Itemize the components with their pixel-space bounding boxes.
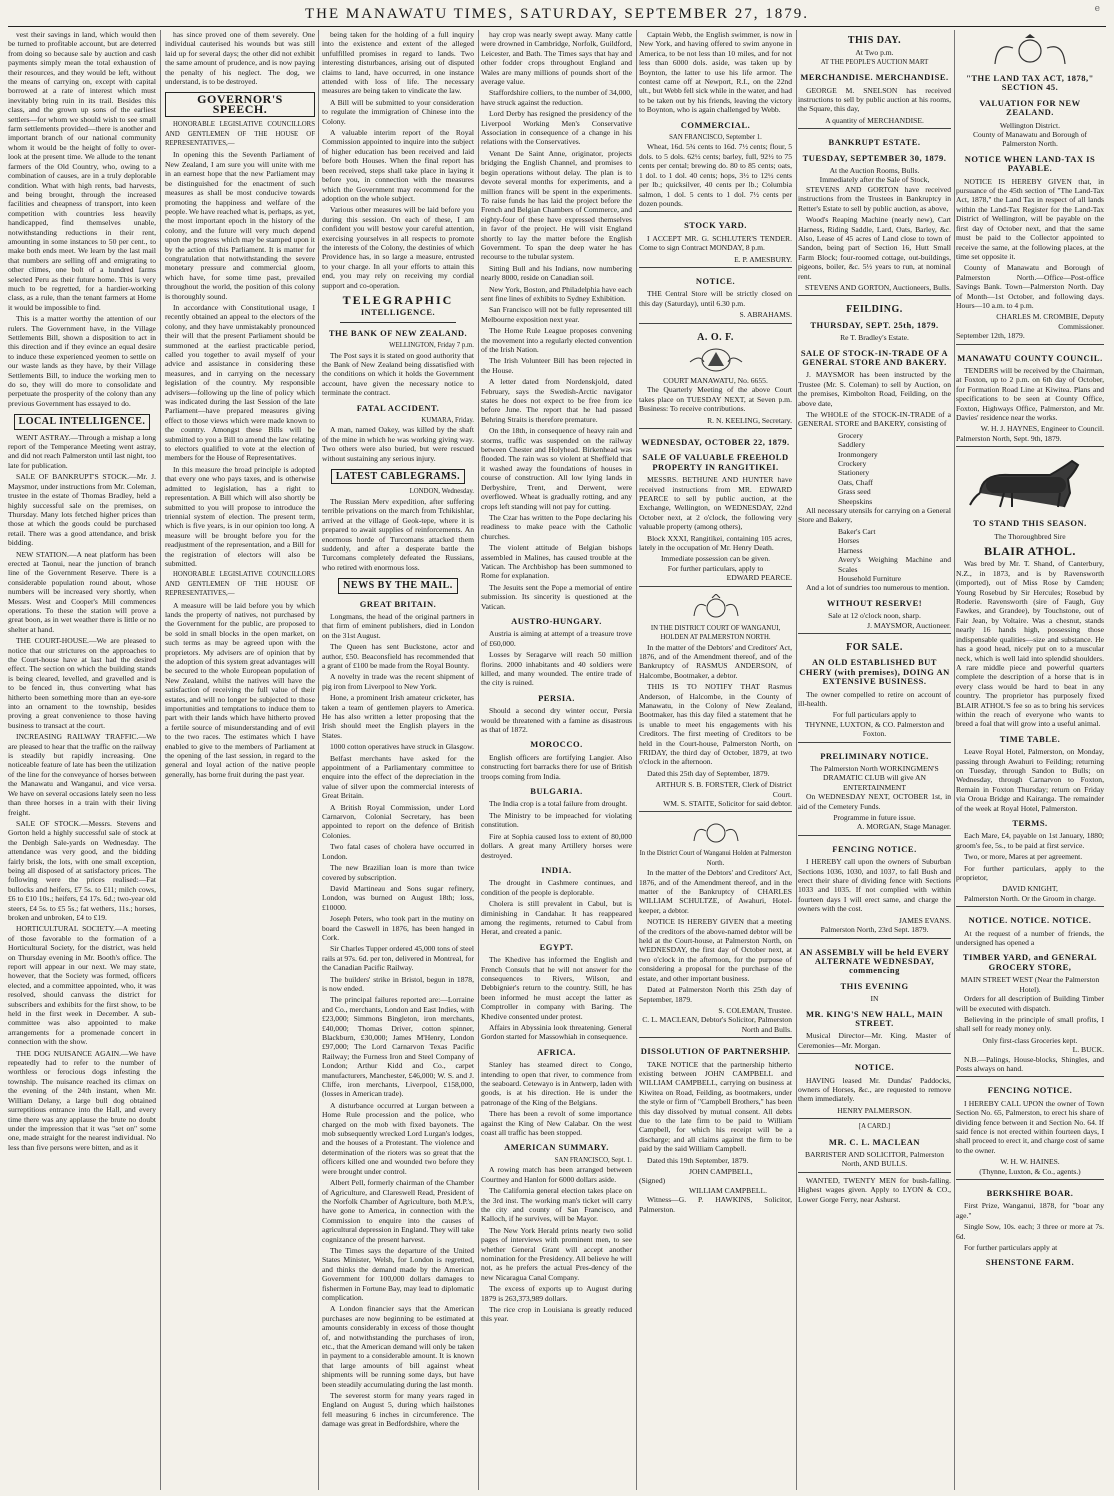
list-item: Crockery: [838, 459, 867, 469]
ad-text: I HEREBY CALL UPON the owner of Town Section No. 65, Palmerston, to erect his share of dividing fence between it and Section No. 64. If said fence is not erected within fourteen days, I shall proceed to erect it, and charge cost of same to the owner.: [956, 1098, 1104, 1155]
news-item: Longmans, the head of the original partners in that firm of eminent publishers, died in London on the 31st August.: [322, 611, 474, 640]
news-item: The principal failures reported are:—Lorraine and Co., merchants, London and East Indies, with £23,000; Simmons Bingleton, iron merchants, £40,000; Thomas Driver, cotton spinner, Blackburn, £30,000; James M'Henry, London £97,000; The Lord Carnarvon Texas Pacific Railway; the Furness Iron and Steel Company of London; Arthur Kidd and Co., carpet manufacturers, Manchester, £46,000; W. S. and J. Cliffe, iron merchants, Liverpool, £158,000, (losses in American trade).: [322, 995, 474, 1099]
ad-text: AT THE PEOPLE'S AUCTION MART: [820, 58, 929, 66]
news-item: The new Brazilian loan is more than twice covered by subscription.: [322, 863, 474, 882]
news-item: The Khedive has informed the English and French Consuls that he will not answer for the consequences to Rivers, Wilson, and Debbignier's return to the country. Still, he has been informed he must accept the latter as Comptroller in company with Baring. The Khedive consented under protest.: [481, 955, 632, 1021]
ad-heading: TUESDAY, SEPTEMBER 30, 1879.: [802, 152, 947, 163]
news-item: A rowing match has been arranged between Courtney and Hanlon for 6000 dollars aside.: [481, 1165, 632, 1184]
column-2: [165, 30, 315, 1490]
article-paragraph: has since proved one of them severely. One individual cauterised his wounds but was still laid up for several days; the other did not exhibit the same amount of prudence, and is now paying the penalty of his neglect. The dog, we understand, is to be destroyed.: [165, 30, 315, 87]
ad-text: Was bred by Mr. T. Shand, of Canterbury, N.Z., in 1873, and is by Ravensworth (imported), out of Miss Rose by Camden; Young Rosebud by Sir Hercules; Rosebud by Roderie. Ravensworth (sire of Faugh, Guy Fawkes, and Grandee), by Touchstone, out of Fair Jean, by Voltaire. Was a chesnut, stands nearly 16 hands high, possessing those indispensable qualities—size and substance. He has a good head, nicely put on to a muscular neck, which is well laid into splendid shoulders. A rare middle piece and powerful quarters complete the description of a horse that is in every class would be hard to beat in any country. The proprietor has purposely fixed BLAIR ATHOL'S fee so as to bring his services within the reach of everyone who wants to breed a foal that will grow into a useful animal.: [956, 559, 1104, 729]
ad-text: Believing in the principle of small profits, I shall sell for ready money only.: [956, 1014, 1104, 1034]
ad-heading: NOTICE. NOTICE. NOTICE.: [968, 915, 1092, 926]
news-item: Captain Webb, the English swimmer, is now in New York, and having offered to swim anyone in America, to be not less than 10 miles, and for not less than 6000 dols. aside, was taken up by Boynton, the latter to use his life armor. The contest came off at Newport, R.I., on the 22nd ult., but Webb fell sick while in the water, and had to be taken out by his friends, leaving the victory to Boynton, who is again challenged by Webb.: [639, 30, 792, 115]
news-item: The excess of exports up to August during 1879 is 263,373,989 dollars.: [481, 1284, 632, 1303]
news-item: THE DOG NUISANCE AGAIN.—We have repeatedly had to refer to the number of worthless or ferocious dogs infesting the township. The nuisance reached its climax on the evening of the 24th instant, when Mr. William Delany, a large bull dog obtained surreptitious entrance into the Hall, and every time there was any applause the brute no doubt under the impression that it was "set on" some one, made straight for the nearest individual. No less than five persons were bitten, and as it: [8, 1048, 156, 1152]
ad-heading: SALE OF VALUABLE FREEHOLD PROPERTY IN RANGITIKEI.: [642, 452, 789, 472]
timber-yard-ad: [956, 906, 1104, 1073]
page-number: e: [1094, 4, 1100, 14]
ad-text: The Quarterly Meeting of the above Court takes place on TUESDAY NEXT, at Seven p.m. Business: To receive contributions.: [639, 385, 792, 414]
ad-text: MAIN STREET WEST (Near the Palmerston Hotel).: [960, 975, 1100, 994]
column-3: [322, 30, 474, 1490]
dissolution-ad: [639, 1037, 792, 1214]
masthead-rule: [8, 26, 1106, 27]
column-7: [956, 30, 1104, 1490]
aof-letters: A. O. F.: [697, 331, 734, 343]
news-item: David Martineau and Sons sugar refinery, London, was burned on August 18th; loss, £10000.: [322, 883, 474, 912]
for-sale-ad: [798, 633, 951, 739]
news-item: Austria is aiming at attempt of a treasure trove of £60,000.: [481, 629, 632, 648]
salutation: HONORABLE LEGISLATIVE COUNCILLORS AND GENTLEMEN OF THE HOUSE OF REPRESENTATIVES,—: [165, 121, 315, 148]
fencing-notice-2: [956, 1076, 1104, 1176]
court-heading: IN THE DISTRICT COURT OF WANGANUI, HOLDEN AT PALMERSTON NORTH.: [650, 624, 781, 642]
news-item: Albert Pell, formerly chairman of the Chamber of Agriculture, and Clareswell Read, President of the Norfolk Chamber of Agriculture, both M.P.'s, have gone to America, in connection with the Commission to enquire into the causes of agricultural depression in England. They will take cognizance of the present harvest.: [322, 1178, 474, 1244]
news-item: Joseph Peters, who took part in the mutiny on board the Caswell in 1876, has been hanged in Cork.: [322, 914, 474, 942]
dateline: WELLINGTON, Friday 7 p.m.: [389, 342, 474, 350]
ad-heading: MERCHANDISE. MERCHANDISE.: [800, 72, 949, 83]
ad-heading: WEDNESDAY, OCTOBER 22, 1879.: [641, 437, 790, 447]
ad-heading: BLAIR ATHOL.: [984, 544, 1076, 559]
ad-text: Block XXXI, Rangitikei, containing 105 acres, lately in the occupation of Mr. Henry Death.: [639, 533, 792, 553]
berkshire-boar-ad: [956, 1179, 1104, 1268]
fatal-accident-heading: FATAL ACCIDENT.: [356, 402, 440, 413]
news-item: There has been a revolt of some importance against the King of New Calabar. On the west coast all traffic has been stopped.: [481, 1109, 632, 1138]
ad-heading: SHENSTONE FARM.: [985, 1257, 1075, 1268]
ad-text: GEORGE M. SNELSON has received instructions to sell by public auction at his rooms, the Square, this day,: [798, 85, 951, 114]
horse-illustration-icon: [960, 453, 1100, 513]
ad-text: The WHOLE of the STOCK-IN-TRADE of a GENERAL STORE and BAKERY, consisting of: [798, 410, 951, 429]
cablegrams-heading: LATEST CABLEGRAMS.: [322, 469, 474, 484]
ad-text: County of Manawatu and Borough of Palmerston North.—Office—Post-office Savings Bank. Town—Palmerston North. Day of Month—1st October, and following days. Hours—10 a.m. to 4 p.m.: [956, 263, 1104, 310]
ad-text: N.B.—Palings, House-blocks, Shingles, and Posts always on hand.: [956, 1054, 1104, 1073]
ad-text: I ACCEPT MR. G. SCHLUTER'S TENDER. Come to sign Contract MONDAY, 8 p.m.: [639, 233, 792, 253]
news-item: A novelty in trade was the recent shipment of pig iron from Liverpool to New York.: [322, 672, 474, 691]
news-item: San Francisco will not be fully represented till Melbourne exposition next year.: [481, 305, 632, 324]
ad-text: I HEREBY call upon the owners of Suburban Sections 1036, 1030, and 1037, to fall Bush and erect their share of dividing fence with Sections 1033 and 1035. If not complied with within fourteen days I will erect same, and charge the owners with the cost.: [798, 857, 951, 914]
ad-text: Leave Royal Hotel, Palmerston, on Monday, passing through Awahuri to Feilding; returning on Tuesday, through Sandon to Bulls; on Wednesday, through Carnarvon to Foxton, Remain in Foxton Thursday; return on Friday via Oroua Bridge and Kairanga. The remainder of the week at Royal Hotel, Palmerston.: [956, 747, 1104, 813]
ad-text: The owner compelled to retire on account of ill-health.: [798, 689, 951, 708]
freehold-sale-ad: [639, 428, 792, 583]
column-4: [481, 30, 632, 1490]
news-item: English officers are fortifying Langier. Also constructing fort barracks there for use of British troops coming from India.: [481, 752, 632, 781]
news-item: Sitting Bull and his Indians, now numbering nearly 8000, reside on Canadian soil.: [481, 263, 632, 283]
ad-text: STEVENS AND GORTON have received instructions from the Trustees in Bankruptcy in Retter's Estate to sell by public auction, as above,: [798, 184, 951, 213]
aof-ad: [639, 323, 792, 425]
ad-signature: ARTHUR S. B. FORSTER, Clerk of District Court.: [655, 780, 792, 799]
ad-text: Dated this 19th September, 1879.: [647, 1155, 749, 1165]
ad-text: Palmerston North, Sept. 9th, 1879.: [956, 433, 1062, 443]
news-item: On the 18th, in consequence of heavy rain and storms, traffic was suspended on the railway between Chester and Holyhead. Birkenhead was flooded. The rain was so violent at Sheffield that it washed away the foundations of houses in course of construction. All low lying lands in Derbyshire, Trent, and Derwent, were overflowed. Wheat is gradually rotting, and any crops left standing will not pay for cutting.: [481, 426, 632, 511]
news-item: Fire at Sophia caused loss to extent of 80,000 dollars. A great many Artillery horses were destroyed.: [481, 831, 632, 860]
central-store-notice: [639, 267, 792, 320]
article-paragraph: This is a matter worthy the attention of our rulers. The Government have, in the Village Settlements Bill, shown a disposition to act in this direction and if they evince an equal desire to induce these experienced yeomen to settle on our waste lands as they have, by their Village Settlements Bill, to induce the working men to do so, they will do more to consolidate and perpetuate the prosperity of the colony than any previous Government has essayed to do.: [8, 314, 156, 408]
africa-heading: AFRICA.: [537, 1046, 576, 1057]
news-item: A man, named Oakey, was killed by the shaft of the mine in which he was working giving way. Two others were also buried, but were rescued without sustaining any serious injury.: [322, 425, 474, 463]
dateline: KUMARA, Friday.: [421, 417, 474, 425]
ad-heading: THIS DAY.: [847, 35, 902, 46]
ad-text: Palmerston North, 23rd Sept. 1879.: [820, 925, 929, 935]
ad-signature: STEVENS AND GORTON, Auctioneers, Bulls.: [804, 282, 951, 292]
news-item: The Queen has sent Buckstone, actor and author, £50. Beaconsfield has recommended that a grant of £100 be made from the Royal Bounty.: [322, 642, 474, 670]
news-item: Staffordshire colliers, to the number of 34,000, have struck against the reduction.: [481, 88, 632, 107]
ad-heading: MR. KING'S NEW HALL, MAIN STREET.: [805, 1008, 944, 1028]
news-item: hay crop was nearly swept away. Many cattle were drowned in Cambridge, Norfolk, Guildford, Leicester, and Bath. The Times says that hay and other fodder crops throughout England and Wales are many millions of pounds short of the average value.: [481, 30, 632, 87]
ad-text: In the matter of the Debtors' and Creditors' Act, 1876, and of the Amendment thereof, and in the matter of the Bankruptcy of CHARLES WILLIAM SCHULTZE, of Awahuri, Hotel-keeper, a debtor.: [639, 868, 792, 915]
ad-text: For further particulars apply at: [964, 1243, 1058, 1253]
list-item: Oats, Chaff: [838, 477, 873, 487]
ad-signature: L. BUCK.: [1072, 1045, 1104, 1055]
ad-signature: E. P. AMESBURY.: [734, 254, 792, 264]
ad-text: Witness—G. P. HAWKINS, Solicitor, Palmerston.: [639, 1195, 792, 1214]
speech-paragraph: Various other measures will be laid before you during this session. On each of these, I am confident you will bestow your careful attention, exercising yourselves in all respects to promote the interests of the Colony, the destinies of which Providence has, in so large a measure, entrusted to your charge. In all your efforts to attain this end, you may rely on receiving my cordial support and co-operation.: [322, 205, 474, 290]
great-britain-heading: GREAT BRITAIN.: [359, 598, 437, 609]
news-item: Losses by Seragarve will reach 50 million florins. 2000 inhabitants and 40 soldiers were killed, and many wounded. The entire trade of the city is ruined.: [481, 650, 632, 688]
salutation: HONORABLE LEGISLATIVE COUNCILLORS AND GENTLEMEN OF THE HOUSE OF REPRESENTATIVES,—: [165, 571, 315, 598]
column-1: [8, 30, 156, 1490]
ad-heading: WITHOUT RESERVE!: [826, 597, 923, 608]
ad-text: NOTICE IS HEREBY GIVEN that a meeting of the creditors of the above-named debtor will be held at the Court-house, at Palmerston North, on WEDNESDAY, the first day of October next, at two o'clock in the afternoon, for the purpose of considering a proposal for the purchase of the estate, and other important business.: [639, 917, 792, 983]
ad-heading: AN ASSEMBLY will be held EVERY ALTERNATE WEDNESDAY, commencing: [799, 946, 950, 976]
maclean-card: [798, 1118, 951, 1169]
news-item: The Times says the departure of the United States Minister, Welsh, for London is regretted, and thinks the demand made by the American Government for 100,000 dollars damages to fishermen in Fortune Bay, may lead to diplomatic complication.: [322, 1245, 474, 1302]
ad-heading: NOTICE.: [854, 1062, 895, 1073]
ad-text: On WEDNESDAY NEXT, OCTOBER 1st, in aid of the Cemetery Funds.: [798, 792, 951, 811]
ad-text: Wellington District.: [999, 120, 1061, 130]
ad-text: For full particulars apply to: [832, 710, 917, 720]
news-item: Hone, a prominent Irish amateur cricketer, has taken a team of gentlemen players to America. He has also written a letter proposing that the Irish should meet the English players in the States.: [322, 693, 474, 740]
court-heading: In the District Court of Wanganui Holden at Palmerston North.: [639, 850, 792, 867]
news-item: Stanley has steamed direct to Congo, intending to open that river, to commence from the seaboard. Cetewayo is in Antwerp, laden with goods, is at his direction. He is under the patronage of the King of the Belgians.: [481, 1060, 632, 1107]
ad-text: Immediately after the Sale of Stock,: [819, 175, 930, 185]
list-item: Sheepskins: [838, 496, 873, 506]
news-item: Lord Derby has resigned the presidency of the Liverpool Working Men's Conservative Association in consequence of a change in his relations with the Conservatives.: [481, 109, 632, 147]
news-item: New York, Boston, and Philadelphia have each sent fine lines of exhibits to Sydney Exhibition.: [481, 284, 632, 303]
court-notice-schultze: [639, 811, 792, 1034]
ad-heading: FOR SALE.: [846, 641, 903, 653]
ad-signature: WILLIAM CAMPBELL.: [689, 1185, 768, 1195]
speech-paragraph: being taken for the holding of a full inquiry into the existence and extent of the alleged unfulfilled promises in regard to lands. Two interesting disturbances, arising out of disputed claims to land, have occurred, in one instance attended with loss of life. The necessary measures are being taken to vindicate the law.: [322, 30, 474, 96]
ad-text: WANTED, TWENTY MEN for bush-falling. Highest wages given. Apply to LYON & CO., Lower Gorge Ferry, near Ashurst.: [798, 1175, 951, 1204]
news-item: THE COURT-HOUSE.—We are pleased to notice that our strictures on the approaches to the Court-house have at last had the desired effect. The section on which the building stands is being cleared, levelled, and gravelled and is to be fenced in, thus converting what has hitherto been something more than an eye-sore into an ornament to the township, besides proving a great convenience to those having business to transact at the court.: [8, 636, 156, 730]
ad-text: J. MAYSMOR has been instructed by the Trustee (Mr. S. Coleman) to sell by Auction, on the premises, Kimbolton Road, Feilding, on the above date,: [798, 370, 951, 408]
ad-text: Dated at Palmerston North this 25th day of September, 1879.: [639, 985, 792, 1004]
stock-yard-ad: [639, 211, 792, 264]
ad-signature: R. N. KEELING, Secretary.: [707, 415, 792, 425]
bank-heading: THE BANK OF NEW ZEALAND.: [328, 327, 468, 338]
ad-signature: A. MORGAN, Stage Manager.: [856, 822, 951, 832]
ad-heading: AN OLD ESTABLISHED BUT CHERY (with premises), DOING AN EXTENSIVE BUSINESS.: [799, 657, 950, 687]
news-item: WENT ASTRAY.—Through a mishap a long report of the Temperance Meeting went astray, and did not reach Palmerston until last night, too late for publication.: [8, 432, 156, 470]
ad-signature: WM. S. STAITE, Solicitor for said debtor.: [663, 799, 792, 808]
news-item: NEW STATION.—A neat platform has been erected at Taonui, near the junction of branch line of the Government Reserve. There is a considerable population round about, whose numbers will be increased very shortly, when Messrs. West and Cooper's Mill commences operations. To these the station will prove a great boon, as in wet weather there is little or no shelter at hand.: [8, 549, 156, 634]
article-paragraph: vest their savings in land, which would then be turned to profitable account, but are deterred from doing so because sale by auction and cash payments simply mean the total exhaustion of their resources, and they would be left, without the means of carrying on, except with capital borrowed at a rate of interest which must inevitably bring ruin in its trail. Besides this class, and the grown up sons of the earliest settlers—for whom we should wish to see small farm settlements provided—there is another and important branch of our national community whom it would be the height of folly to over-look at the present time. We allude to the tenant farmers of the Old Country, who, owing to a combination of causes, are in a truly deplorable condition. What with high rents, bad harvests, and being brought, through the increased facilities and cheapness of transport, into keen competition with countries less heavily handicapped, find themselves unable, notwithstanding reductions in their rent, amounting in some instances to 50 per cent., to make both ends meet. We learn by the last mail that numbers are selling off and emigrating to other climes, one bolt of a hundred farms selected Peru as their future home. This is very much to be regretted, for a hardier-working class, as a rule, than the tenant farmers at Home it would be impossible to find.: [8, 30, 156, 312]
ad-heading: NOTICE WHEN LAND-TAX IS PAYABLE.: [964, 153, 1096, 174]
ad-text: MESSRS. BETHUNE AND HUNTER have received instructions from MR. EDWARD PEARCE to sell by public auction, at the Exchange, Wellington, on WEDNESDAY, 22nd October next, at 2 o'clock, the following very valuable property (among others),: [639, 475, 792, 532]
speech-paragraph: A valuable interim report of the Royal Commission appointed to inquire into the subject of higher education has been received and laid before both Houses. When the final report has been received, steps shall take place in laying it before you, in connection with the measures which the Government may recommend for the adoption on the whole subject.: [322, 128, 474, 203]
news-item: Venant De Saint Anne, originator, projects bridging the English Channel, and promises to begin operations without delay. The plan is to devote several months for experiments, and a million francs will be spent in the experiments. To raise funds he has laid the project before the French and Belgian Chambers of Commerce, and eighty-four of these have expressed themselves in favor of the project. He will visit England shortly to lay the matter before the English Government. To span the deep water he has recourse to the tubular system.: [481, 148, 632, 262]
news-item: INCREASING RAILWAY TRAFFIC.—We are pleased to hear that the traffic on the railway is steadily but rapidly increasing. One noticeable feature of late has been the utilization of the line for the conveyance of horses between the Manawatu and Wanganui, and vice versa. We have on several occasions lately seen no less than three horses in a train with their living freight.: [8, 732, 156, 817]
ad-heading: FENCING NOTICE.: [987, 1085, 1073, 1096]
ad-signature: HENRY PALMERSON.: [837, 1105, 912, 1115]
ad-signature: C. L. MACLEAN, Debtor's Solicitor, Palmerston North and Bulls.: [642, 1015, 792, 1034]
news-item: 1000 cotton operatives have struck in Glasgow.: [330, 742, 474, 752]
ad-heading: DISSOLUTION OF PARTNERSHIP.: [640, 1046, 791, 1057]
ad-signature: JAMES EVANS.: [898, 915, 951, 925]
ad-signature: J. MAYSMOR, Auctioneer.: [867, 620, 951, 630]
ad-text: And a lot of sundries too numerous to mention.: [806, 583, 950, 593]
ad-signature: THYNNE, LUXTON, & CO. Palmerston and Foxton.: [804, 719, 945, 739]
telegraphic-heading: TELEGRAPHIC: [342, 292, 454, 307]
aof-emblem-icon: [686, 346, 746, 374]
ad-text: At the Auction Rooms, Bulls.: [829, 166, 920, 176]
ad-text: Re T. Bradley's Estate.: [840, 333, 909, 343]
ad-text: Two, or more, Mares at per agreement.: [964, 852, 1083, 862]
news-item: The Czar has written to the Pope declaring his readiness to make peace with the Catholic churches.: [481, 512, 632, 541]
list-item: Harness: [838, 545, 863, 555]
news-item: A disturbance occurred at Lurgan between a Home Rule procession and the police, who charged on the mob with fixed bayonets. The mob subsequently wrecked Lord Lurgan's lodges, and the houses of a Protestant. The violence and determination of the rioters was so great that the officers killed one and wounded two before they were brought under control.: [322, 1100, 474, 1176]
ad-signature: JOHN CAMPBELL,: [689, 1167, 753, 1176]
ad-text: IN: [870, 994, 879, 1004]
india-heading: INDIA.: [541, 864, 572, 875]
ad-heading: TIMBER YARD, and GENERAL GROCERY STORE,: [962, 952, 1098, 972]
ad-text: (Thynne, Luxton, & Co., agents.): [979, 1166, 1081, 1176]
list-item: Grass seed: [838, 487, 871, 497]
ad-signature: S. COLEMAN, Trustee.: [718, 1005, 792, 1015]
divider: [340, 322, 456, 323]
austro-hungary-heading: AUSTRO-HUNGARY.: [511, 615, 602, 626]
ad-text: Wood's Reaping Machine (nearly new), Cart Harness, Riding Saddle, Lard, Oats, Barley, &c. Also, Lease of 45 acres of Land close to town of Sandon, being part of Section 16, Hutt Small Farm Block; four-roomed cottage, out-buildings, pigeons, boiler, &c. 5½ years to run, at nominal rent.: [798, 215, 951, 281]
speech-paragraph: In accordance with Constitutional usage, I recently obtained an appeal to the electors of the colony, and they have unmistakably pronounced their will that the present Parliament should be summoned at the earliest practicable period, called you together to avail myself of your advice and assistance in considering these measures, and in carrying on the necessary legislation of the country. My responsible advisers—following up the line of policy which was indicated during the last Session of the late Parliament—have prepared measures giving effect to those views which were made known to the country. Amongst these Bills will be submitted to you a Bill to amend the law relating to electors qualified to vote at the election of members for the House of Representatives.: [165, 302, 315, 463]
list-item: Household Furniture: [838, 573, 902, 583]
news-item: A letter dated from Nordenskjold, dated February, says the Swedish-Arctic navigator states he does not expect to be free from ice before June. The report that he had passed Behring Straits is therefore premature.: [481, 377, 632, 424]
persia-heading: PERSIA.: [538, 692, 575, 703]
ad-text: [A CARD.]: [858, 1123, 891, 1131]
ad-text: TENDERS will be received by the Chairman, at Foxton, up to 2 p.m. on 6th day of October, for Formation Road Line at Kiwitea. Plans and specifications to be seen at County Office, Foxton, Highways Office, Palmerston, and Mr. Davies' residence near the works.: [956, 365, 1104, 422]
fencing-notice: [798, 835, 951, 935]
news-item: A London financier says that the American purchases are now beginning to be estimated at amounts considerably in excess of those thought of, and notwithstanding the purchases of iron, etc., that the American demand will only be taken in payment to a considerable amount. It is known that large amounts of bill against wheat shipments will be running some days, but have been steadily accumulating during the last month.: [322, 1304, 474, 1389]
ad-text: TAKE NOTICE that the partnership hitherto existing between JOHN CAMPBELL and WILLIAM CAMPBELL, carrying on business at Kiwitea on Road, Feilding, as bootmakers, under the style or firm of "Campbell Brothers," has been this day dissolved by mutual consent. All debts due to the late firm to be paid to William Campbell, for which his receipt will be a discharge; and all claims against the firm to be paid by the said William Campbell.: [639, 1059, 792, 1154]
ad-text: September 12th, 1879.: [956, 331, 1025, 341]
dramatic-club-notice: [798, 742, 951, 832]
news-item: The New York Herald prints nearly two solid pages of interviews with prominent men, to see whether General Grant will accept another nomination for the Presidency. All believe he will not, as he prefers the actual Pres-dency of the new Nicaragua Canal Company.: [481, 1225, 632, 1282]
commercial-heading: COMMERCIAL.: [680, 119, 751, 130]
ad-text: All necessary utensils for carrying on a General Store and Bakery,: [798, 506, 951, 525]
news-item: The Home Rule League proposes convening the movement into a regularly elected convention of the Irish Nation.: [481, 326, 632, 354]
paddock-notice: [798, 1053, 951, 1115]
local-intelligence-heading: LOCAL INTELLIGENCE.: [8, 414, 156, 429]
column-5: [639, 30, 792, 1490]
ad-text: In the matter of the Debtors' and Creditors' Act, 1876, and of the Amendment thereof, and of the Bankruptcy of RASMUS ANDERSON, of Halcombe, Bootmaker, a debtor.: [639, 642, 792, 680]
court-name: COURT MANAWATU, No. 6655.: [663, 375, 768, 385]
ad-text: Sale at 12 o'clock noon, sharp.: [828, 611, 921, 621]
ad-text: For further particulars, apply to: [667, 563, 764, 573]
ad-heading: TIME TABLE.: [999, 733, 1061, 744]
news-item: Two fatal cases of cholera have occurred in London.: [322, 842, 474, 861]
news-item: Affairs in Abyssinia look threatening. General Gordon started for Massowhiah in consequence.: [481, 1023, 632, 1042]
ad-text: HAVING leased Mr. Dundas' Paddocks, owners of Horses, &c., are requested to remove them immediately.: [798, 1075, 951, 1104]
royal-arms-icon: [686, 594, 746, 622]
news-item: The severest storm for many years raged in England on August 5, during which hailstones fell measuring 6 inches in circumference. The damage was great in Bedfordshire, where the: [322, 1391, 474, 1429]
news-item: Belfast merchants have asked for the appointment of a Parliamentary committee to enquire into the effect of the depreciation in the value of silver upon the commercial interests of Great Britain.: [322, 753, 474, 801]
news-item: The Irish Volunteer Bill has been rejected in the House.: [481, 356, 632, 375]
list-item: Baker's Cart: [838, 526, 876, 536]
speech-paragraph: In opening this the Seventh Parliament of New Zealand, I am sure you will unite with me in an earnest hope that the new Parliament may be distinguished for the enactment of such measures as shall be most conducive towards promoting the happiness and welfare of the people. We have reached what is, perhaps, as yet, the most important epoch in the history of the colony, and the future will very much depend upon the progress which may be stamped upon it by the action of this Parliament. It is matter for congratulation that notwithstanding the severe monetary pressure and commercial gloom, which have, for some time past, prevailed throughout the world, the position of this colony is thoroughly sound.: [165, 150, 315, 301]
news-item: Cholera is still prevalent in Cabul, but is diminishing in Candahar. It has reappeared among the regiments, returned to Cabul from Herat, and created a panic.: [481, 899, 632, 937]
ad-text: Only first-class Groceries kept.: [982, 1035, 1078, 1045]
ad-heading: "THE LAND TAX ACT, 1878," SECTION 45.: [966, 73, 1094, 93]
governors-speech-heading: GOVERNOR'S SPEECH.: [165, 92, 315, 117]
list-item: Saddlery: [838, 440, 865, 450]
wanted-ad: [798, 1172, 951, 1204]
list-item: Avery's Weighing Machine and Scales: [838, 555, 951, 574]
ad-signature: DAVID KNIGHT,: [1002, 884, 1058, 894]
ad-signature: W. H. J. HAYNES, Engineer to Council.: [980, 424, 1104, 434]
ad-heading: BERKSHIRE BOAR.: [986, 1188, 1074, 1198]
news-item: The drought in Cashmere continues, and condition of the people is deplorable.: [481, 878, 632, 897]
ad-heading: MR. C. L. MACLEAN: [828, 1136, 921, 1147]
morocco-heading: MOROCCO.: [530, 739, 583, 750]
list-item: Ironmongery: [838, 449, 878, 459]
ad-text: The Palmerston North WORKINGMEN'S DRAMATIC CLUB will give AN ENTERTAINMENT: [810, 764, 939, 792]
ad-heading: THURSDAY, SEPT. 25th, 1879.: [810, 319, 939, 330]
ad-text: Dated this 25th day of September, 1879.: [647, 768, 770, 778]
news-by-mail-heading: NEWS BY THE MAIL.: [322, 578, 474, 593]
ad-signature: CHARLES M. CROMBIE, Deputy Commissioner.: [996, 312, 1104, 331]
ad-text: THIS IS TO NOTIFY THAT Rasmus Anderson, of Halcombe, in the County of Manawatu, in the Colony of New Zealand, Bootmaker, has this day filed a statement that he is unable to meet his engagements with his Creditors. The first meeting of Creditors to be held in the Court-house, Palmerston North, on FRIDAY, the third day of October, 1879, at two o'clock in the afternoon.: [639, 682, 792, 767]
speech-paragraph: In this measure the broad principle is adopted that every one who pays taxes, and is otherwise admitted to legislation, has a right to representation. A Bill which will also shortly be submitted to you will propose to introduce the triennial system of election. The present term, which is five years, is in our opinion too long. A measure will be brought before you for the readjustment of the representation, and a Bill for the registration of electors will also be submitted.: [165, 464, 315, 568]
royal-arms-icon: [686, 819, 746, 847]
ad-text: At Two p.m.: [855, 48, 894, 58]
ad-heading: SALE OF STOCK-IN-TRADE OF A GENERAL STORE AND BAKERY.: [800, 347, 949, 367]
bankrupt-estate-ad: [798, 128, 951, 292]
ad-text: Orders for all description of Building Timber will be executed with dispatch.: [956, 994, 1104, 1013]
court-notice-anderson: [639, 586, 792, 809]
feilding-sale-ad: [798, 295, 951, 630]
news-item: Sir Charles Tupper ordered 45,000 tons of steel rails at 97s. 6d. per ton, delivered in Montreal, for the Canadian Pacific Railway.: [322, 944, 474, 973]
ad-text: Programme in future issue.: [833, 813, 916, 823]
ad-heading: NOTICE.: [695, 275, 736, 286]
column-6: [798, 30, 951, 1490]
stock-item-list: [838, 527, 951, 583]
ad-heading: THIS EVENING: [840, 980, 909, 991]
ad-signature: S. ABRAHAMS.: [739, 310, 792, 320]
dateline: SAN FRANCISCO, Sept. 1.: [554, 1156, 632, 1164]
ad-heading: FENCING NOTICE.: [832, 843, 917, 854]
american-summary-heading: AMERICAN SUMMARY.: [504, 1142, 609, 1153]
ad-heading: BANKRUPT ESTATE.: [828, 137, 921, 148]
ad-text: First Prize, Wanganui, 1878, for "boar any age.": [956, 1201, 1104, 1220]
news-item: The Post says it is stated on good authority that the Bank of New Zealand being dissatisfied with the conditions on which it holds the Government account, have given the necessary notice to terminate the contract.: [322, 350, 474, 398]
bulgaria-heading: BULGARIA.: [530, 786, 583, 797]
list-item: Grocery: [838, 430, 863, 440]
news-item: Wheat, 16d. 5¾ cents to 16d. 7½ cents; flour, 5 dols. to 5 dols. 62½ cents; barley, full, 92½ to 75 cents per cental; brewing do. 80 to 85 cents; oats, 1 dol. to 1 dol. 40 cents; hops, 3½ to 12½ cents per lb.; quicksilver, 40 cents per lb.; Columbia salmon, 1 dol. 5 cents to 1 dol. 7½ cents per dozen pounds.: [639, 142, 792, 208]
list-item: Stationery: [838, 468, 870, 478]
telegraphic-subheading: INTELLIGENCE.: [360, 307, 436, 318]
ad-text: At the request of a number of friends, the undersigned has opened a: [956, 928, 1104, 948]
ad-heading: STOCK YARD.: [684, 220, 747, 231]
ad-heading: TO STAND THIS SEASON.: [973, 518, 1087, 529]
news-item: SALE OF STOCK.—Messrs. Stevens and Gorton held a highly successful sale of stock at the Denbigh Sale-yards on Wednesday. The attendance was very good, and the bidding fairly brisk, the lots, with one small exception, being all disposed of at satisfactory prices. The following were the prices realised:—Fat bullocks and heifers, £7 5s. to £11; milch cows, £6 to £10 10s.; heifers, £4 17s. 6d.; two-year old steers, £4 5s. to £5 5s.; fat wethers, 11s.; horses, broken and unbroken, £4 to £19.: [8, 818, 156, 922]
ad-text: BARRISTER AND SOLICITOR, Palmerston North, AND BULLS.: [804, 1150, 945, 1169]
news-item: The India crop is a total failure from drought.: [489, 799, 628, 809]
royal-arms-icon: [985, 34, 1075, 68]
news-item: Should a second dry winter occur, Persia would be threatened with a famine as disastrous as that of 1872.: [481, 706, 632, 735]
ad-text: A quantity of MERCHANDISE.: [825, 115, 924, 125]
council-tender-ad: [956, 344, 1104, 444]
egypt-heading: EGYPT.: [539, 941, 574, 952]
news-item: SALE OF BANKRUPT'S STOCK.—Mr. J. Maysmor, under instructions from Mr. Coleman, trustee in the estate of Thomas Bradley, held a highly successful sale on the premises, on Thursday. Many lots fetched higher prices than those at which the goods could be purchased retail. There was a good attendance, and brisk bidding.: [8, 472, 156, 548]
news-item: The Russian Merv expedition, after suffering terrible privations on the march from Tchikishlar, arrived at the village of Geok-tepe, where it is prepared to await supplies of reinforcements. An enormous horde of Turcomans attacked them suddenly, and after a desperate battle the Turcomans completely defeated the Russians, who retired with enormous loss.: [322, 496, 474, 572]
ad-signature: W. H. W. HAINES.: [1000, 1157, 1060, 1167]
stallion-ad: [956, 446, 1104, 903]
ad-heading: PRELIMINARY NOTICE.: [820, 750, 929, 761]
news-item: The Ministry to be impeached for violating constitution.: [481, 810, 632, 830]
ad-heading: FEILDING.: [846, 304, 903, 316]
stock-item-list: [838, 431, 951, 506]
speech-paragraph: A Bill will be submitted to your consideration to regulate the immigration of Chinese into the Colony.: [322, 97, 474, 126]
ad-heading: VALUATION FOR NEW ZEALAND.: [979, 97, 1081, 118]
ad-text: County of Manawatu and Borough of Palmerston North.: [972, 130, 1088, 149]
news-item: The violent attitude of Belgian bishops assembled in Malines, has caused trouble at the Vatican. The Archbishop has been summoned to Rome for explanation.: [481, 543, 632, 581]
ad-text: Each Mare, £4, payable on 1st January, 1880; groom's fee, 5s., to be paid at first service.: [956, 831, 1104, 850]
news-item: The Jesuits sent the Pope a memorial of entire submission. Its sincerity is questioned at the Vatican.: [481, 582, 632, 611]
list-item: Horses: [838, 536, 860, 546]
news-item: A British Royal Commission, under Lord Carnarvon, Colonial Secretary, has been appointed to report on the defence of British Colonies.: [322, 802, 474, 840]
dateline: SAN FRANCISCO, September 1.: [669, 134, 762, 142]
ad-text: For further particulars, apply to the proprietor,: [956, 863, 1104, 883]
ad-heading: MANAWATU COUNTY COUNCIL.: [957, 352, 1103, 363]
ad-text: Palmerston North. Or the Groom in charge.: [964, 893, 1096, 903]
ad-heading: TERMS.: [1012, 818, 1048, 828]
ad-text: Immediate possession can be given.: [660, 554, 771, 564]
ad-signature-label: (Signed): [639, 1176, 666, 1186]
ad-text: The Thoroughbred Sire: [994, 531, 1066, 541]
news-item: HORTICULTURAL SOCIETY.—A meeting of those favorable to the formation of a Horticultural Society, for the district, was held on Thursday evening in Mr. Booth's office. The report will appear in our next. We may state, however, that the Society was formed, officers elected, and a committee appointed, who, it was resolved, should canvass the district for subscribers and exhibits for the first show, to be held in the first week in December. A sub-committee was also appointed to make arrangements for a promenade concert in connection with the show.: [8, 924, 156, 1047]
ad-text: Single Sow, 10s. each; 3 three or more at 7s. 6d.: [956, 1222, 1104, 1241]
assembly-ad: [798, 938, 951, 1051]
dateline: LONDON, Wednesday.: [409, 488, 474, 496]
news-item: The builders' strike in Bristol, begun in 1878, is now ended.: [322, 974, 474, 993]
ad-text: NOTICE IS HEREBY GIVEN that, in pursuance of the 45th section of "The Land-Tax Act, 1878," the Land Tax in respect of all lands within the Land-Tax Register for the Land-Tax District of Wellington, will be payable on the first day of October next, and that the same must be paid to the Collector appointed to receive the same, at the following places, at the time set opposite it.: [956, 176, 1104, 261]
page-columns: [6, 30, 1108, 1490]
news-item: The rice crop in Louisiana is greatly reduced this year.: [481, 1304, 632, 1324]
news-item: The California general election takes place on the 3rd inst. The working man's ticket will carry the city and county of San Francisco, and Kalloch, if he survives, will be Mayor.: [481, 1186, 632, 1224]
ad-text: Musical Director—Mr. King. Master of Ceremonies—Mr. Morgan.: [798, 1031, 951, 1050]
ad-text: THE Central Store will be strictly closed on this day (Saturday), until 6.30 p.m.: [639, 289, 792, 308]
masthead: THE MANAWATU TIMES, SATURDAY, SEPTEMBER 27, 1879.: [304, 6, 810, 22]
speech-paragraph: A measure will be laid before you by which lands the property of natives, not purchased by the Government for the public, are proposed to be sold in small blocks in the open market, on such terms as may be agreed upon with the proprietors. My advisers are of opinion that by the adoption of this system great advantages will be secured to the whole European population of New Zealand, whilst the natives will have the satisfaction of receiving the full value of their estates, and will no longer be subjected to those importunities and temptations to induce them to part with their lands which have hitherto proved a fertile source of misunderstanding and of evil to the two races. The estimates which I have enabled to give to the members of Parliament at the opening of the last session, in regard to the general and loyal action of the native people generally, has borne fruit during the past year.: [165, 600, 315, 779]
ad-signature: EDWARD PEARCE.: [726, 573, 792, 583]
